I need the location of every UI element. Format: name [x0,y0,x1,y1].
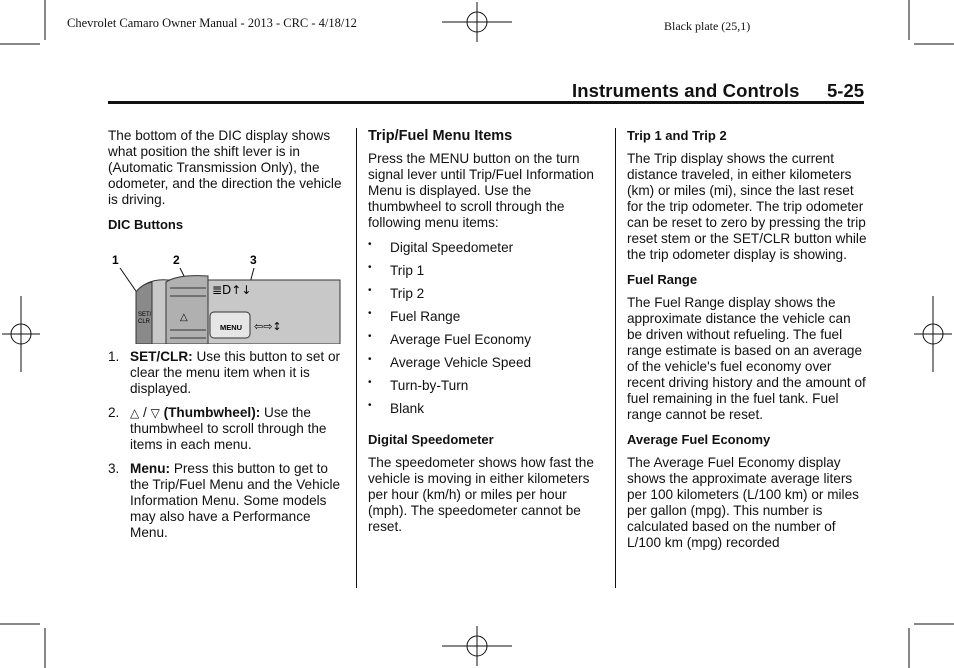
column-2 [368,128,606,544]
knob-label-clr: CLR [138,319,151,325]
average-fuel-economy-heading: Average Fuel Economy [627,432,771,447]
average-fuel-economy-text: The Average Fuel Economy display shows the approximate average liters per 100 kilometers (L/100 km) or miles per gallon (mpg). This number is calculated based on the number of L/100 km (mpg) recorded [627,455,859,550]
trip-fuel-intro: Press the MENU button on the turn signal lever until Trip/Fuel Information Menu is displayed. Use the thumbwheel to scroll through the following menu items: [368,151,594,230]
registration-target-top [442,2,512,42]
list-item: • Turn-by-Turn [368,378,606,401]
menu-items-list [368,240,606,424]
callout-1: 1 [112,253,119,267]
registration-target-left [2,296,40,372]
dic-buttons-illustration [108,248,346,344]
trip-text: The Trip display shows the current distance traveled, in either kilometers (km) or miles (mi), since the last reset for the trip odometer. The trip odometer can be reset to zero by pressing the trip reset stem or the SET/CLR button while the trip odometer display is showing. [627,151,867,262]
menu-button-label: MENU [220,323,243,332]
digital-speedometer-text: The speedometer shows how fast the vehicle is moving in either kilometers per hour (km/h) or miles per hour (mph). The speedometer cannot be reset. [368,455,594,534]
callout-3: 3 [250,253,257,267]
header-plate: Black plate (25,1) [664,19,751,33]
turn-arrows-icon: ⇦⇨↕ [254,320,282,333]
trip-heading: Trip 1 and Trip 2 [627,128,727,143]
thumbwheel-up-icon: △ [130,406,140,420]
list-item: • Digital Speedometer [368,240,606,263]
dic-items [108,349,346,550]
column-3 [627,128,867,560]
registration-target-right [914,296,952,372]
intro-paragraph: The bottom of the DIC display shows what position the shift lever is in (Automatic Transmission Only), the odometer, and the direction the vehicle is driving. [108,128,342,207]
column-1 [108,128,346,240]
digital-speedometer-heading: Digital Speedometer [368,432,494,447]
callout-2: 2 [173,253,180,267]
list-item: • Average Fuel Economy [368,332,606,355]
headlamp-icon: ≣D↑↓ [212,283,252,297]
thumbwheel-down-icon: ▽ [150,406,160,420]
registration-target-bottom [442,626,512,666]
list-item: 1. SET/CLR: Use this button to set or clear the menu item when it is displayed. [108,349,341,396]
page-number: 5-25 [827,80,865,101]
section-title: Instruments and Controls [572,80,800,101]
list-item: • Trip 2 [368,286,606,309]
knob-label-set: SET/ [138,312,152,318]
fuel-range-heading: Fuel Range [627,272,698,287]
trip-fuel-heading: Trip/Fuel Menu Items [368,128,513,144]
thumbwheel-up-icon: △ [180,312,188,323]
list-item: • Trip 1 [368,263,606,286]
header-rule [108,101,864,104]
column-divider-2 [615,128,616,588]
list-item: • Blank [368,401,606,424]
fuel-range-text: The Fuel Range display shows the approximate distance the vehicle can be driven without refueling. The fuel range estimate is based on an average of the vehicle's fuel economy over recent driving history and the amount of fuel remaining in the fuel tank. Fuel range cannot be reset. [627,295,866,422]
list-item: • Average Vehicle Speed [368,355,606,378]
header-manual: Chevrolet Camaro Owner Manual - 2013 - CRC - 4/18/12 [67,16,357,30]
list-item: 2. △ / ▽ (Thumbwheel): Use the thumbwheel to scroll through the items in each menu. [108,405,327,452]
list-item: • Fuel Range [368,309,606,332]
column-divider-1 [356,128,357,588]
list-item: 3. Menu: Press this button to get to the Trip/Fuel Menu and the Vehicle Information Menu. Some models may also have a Performance Menu. [108,461,341,540]
dic-buttons-heading: DIC Buttons [108,217,184,232]
